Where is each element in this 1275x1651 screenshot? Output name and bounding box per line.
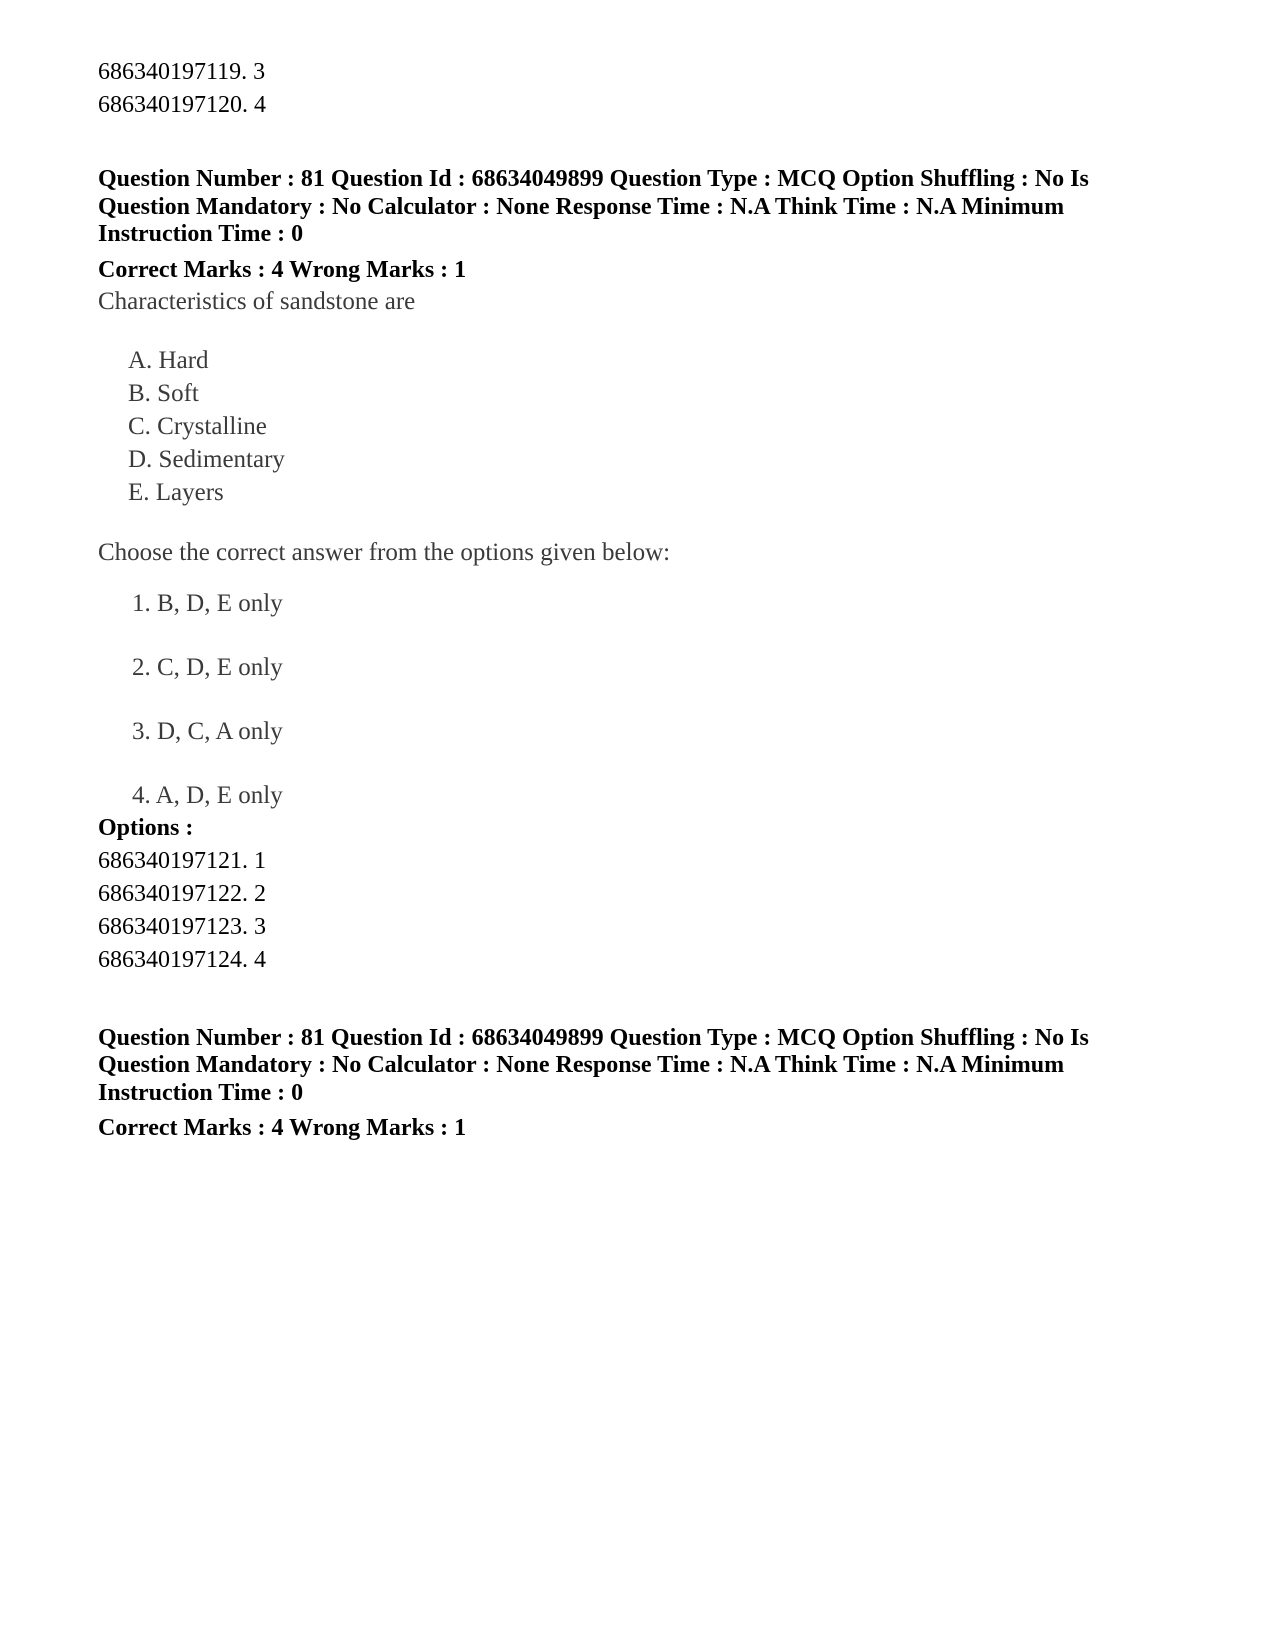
option-line: 686340197121. 1 <box>98 847 266 874</box>
previous-options <box>98 56 1178 122</box>
statement-list <box>128 344 1178 509</box>
question-meta <box>98 1025 1178 1108</box>
answer-list <box>132 587 1178 812</box>
statement-item: C. Crystalline <box>128 412 267 440</box>
document-page <box>98 56 1178 1143</box>
answer-item: 3. D, C, A only <box>132 717 283 745</box>
options-label: Options : <box>98 814 194 841</box>
meta-line: Question Number : 81 Question Id : 68634049899 Question Type : MCQ Option Shuffling : No Is <box>98 166 1089 192</box>
marks-line: Correct Marks : 4 Wrong Marks : 1 <box>98 1115 467 1141</box>
option-line: 686340197123. 3 <box>98 913 266 940</box>
question-text: Characteristics of sandstone are <box>98 287 416 315</box>
statement-item: A. Hard <box>128 346 209 374</box>
meta-line: Instruction Time : 0 <box>98 1079 304 1106</box>
answer-item: 2. C, D, E only <box>132 653 283 681</box>
answer-instruction: Choose the correct answer from the options given below: <box>98 538 671 566</box>
answer-item: 1. B, D, E only <box>132 589 283 617</box>
statement-item: B. Soft <box>128 379 199 407</box>
option-line: 686340197120. 4 <box>98 92 266 118</box>
meta-line: Question Number : 81 Question Id : 68634049899 Question Type : MCQ Option Shuffling : No Is <box>98 1024 1089 1051</box>
statement-item: E. Layers <box>128 478 224 506</box>
meta-line: Instruction Time : 0 <box>98 221 304 247</box>
option-line: 686340197119. 3 <box>98 59 266 85</box>
marks-line: Correct Marks : 4 Wrong Marks : 1 <box>98 256 467 283</box>
option-line: 686340197124. 4 <box>98 946 266 973</box>
meta-line: Question Mandatory : No Calculator : None Response Time : N.A Think Time : N.A Minimum <box>98 193 1065 220</box>
statement-item: D. Sedimentary <box>128 445 285 473</box>
meta-line: Question Mandatory : No Calculator : None Response Time : N.A Think Time : N.A Minimum <box>98 1052 1065 1078</box>
question-block <box>98 166 1178 977</box>
question-meta <box>98 166 1178 249</box>
option-line: 686340197122. 2 <box>98 880 266 907</box>
question-block <box>98 1025 1178 1144</box>
answer-item: 4. A, D, E only <box>132 781 283 809</box>
options-list <box>98 845 1178 977</box>
